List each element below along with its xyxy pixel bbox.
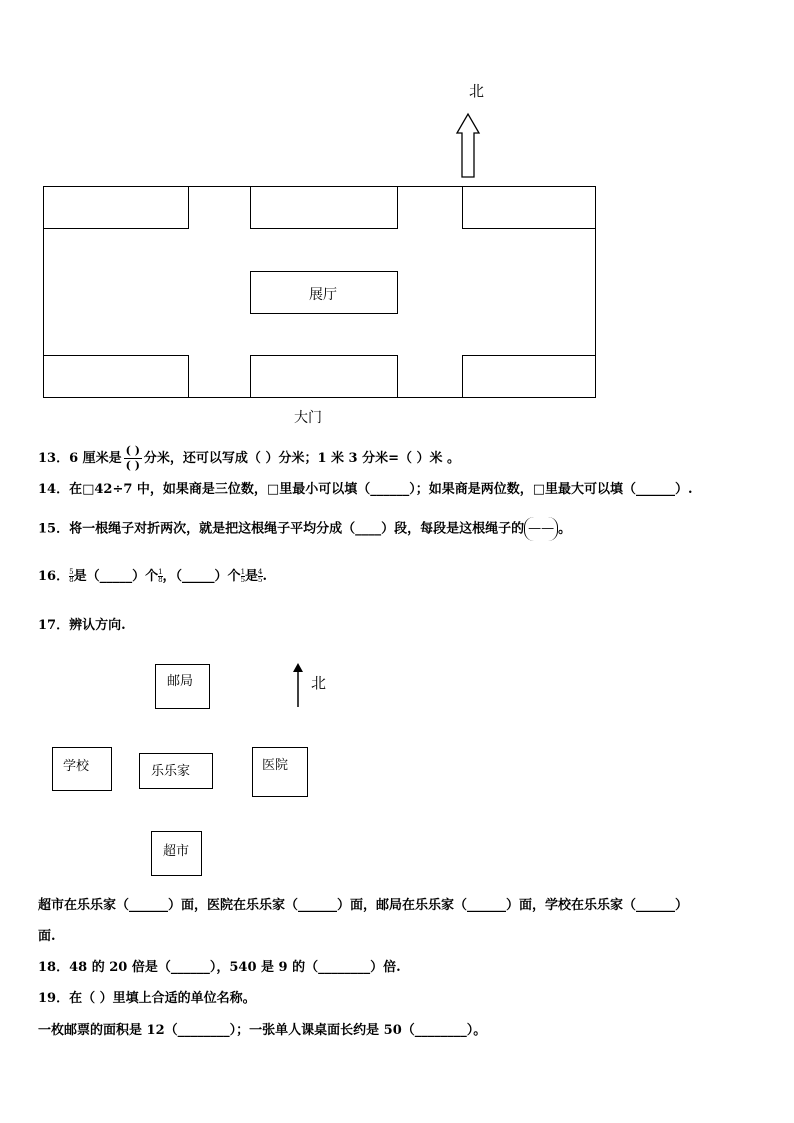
fraction: $\frac{4}{5}$ bbox=[258, 568, 263, 584]
question-text: 超市在乐乐家（______）面，医院在乐乐家（______）面，邮局在乐乐家（______）面，学校在乐乐家（______） bbox=[38, 898, 689, 913]
gate-label: 大门 bbox=[294, 410, 322, 426]
fraction-blank[interactable]: $\frac{( )}{( )}$ bbox=[125, 444, 140, 472]
post-office-label: 邮局 bbox=[167, 674, 194, 689]
question-text: 分米，还可以写成（ ）分米；1 米 3 分米=（ ）米 。 bbox=[143, 451, 461, 466]
question-13 bbox=[38, 444, 460, 473]
supermarket-label: 超市 bbox=[163, 844, 190, 859]
question-text-end: 。 bbox=[558, 521, 572, 537]
room-top-middle bbox=[250, 186, 398, 229]
fraction: $\frac{5}{8}$ bbox=[69, 568, 74, 584]
question-text: 在□42÷7 中，如果商是三位数，□里最小可以填（______）；如果商是两位数，□里最大可以填（______）. bbox=[69, 482, 693, 497]
question-text: 一枚邮票的面积是 12（________）；一张单人课桌面长约是 50（________）。 bbox=[38, 1023, 487, 1038]
question-text: 辨认方向. bbox=[69, 618, 126, 633]
room-top-right bbox=[462, 186, 596, 229]
question-number: 18． bbox=[38, 960, 70, 975]
question-number: 14． bbox=[38, 482, 70, 497]
north-arrow-icon bbox=[455, 112, 481, 178]
question-number: 15． bbox=[38, 521, 70, 537]
hall-label: 展厅 bbox=[309, 287, 337, 303]
home-label: 乐乐家 bbox=[151, 764, 191, 779]
question-text: 48 的 20 倍是（______），540 是 9 的（________）倍. bbox=[69, 960, 401, 975]
question-17-answers bbox=[38, 898, 688, 914]
question-14 bbox=[38, 482, 693, 498]
school-label: 学校 bbox=[63, 759, 90, 774]
question-text: 6 厘米是 bbox=[69, 451, 122, 466]
question-15 bbox=[38, 517, 571, 541]
question-text: 在（ ）里填上合适的单位名称。 bbox=[69, 991, 256, 1006]
question-19 bbox=[38, 991, 256, 1007]
question-text: ，（_____）个 bbox=[162, 569, 241, 584]
question-17 bbox=[38, 618, 126, 634]
hospital-label: 医院 bbox=[262, 758, 289, 773]
question-17-answers-cont bbox=[38, 929, 56, 945]
north-label: 北 bbox=[469, 82, 485, 100]
question-19-line2 bbox=[38, 1023, 486, 1039]
room-bottom-right bbox=[462, 355, 596, 398]
question-text: 将一根绳子对折两次，就是把这根绳子平均分成（____）段，每段是这根绳子的 bbox=[69, 521, 525, 537]
fraction-bracket-blank[interactable]: —— bbox=[524, 517, 558, 541]
question-text: 是 bbox=[245, 569, 259, 584]
question-number: 16． bbox=[38, 569, 70, 584]
fraction: $\frac{1}{8}$ bbox=[158, 568, 163, 584]
room-bottom-middle bbox=[250, 355, 398, 398]
fraction: $\frac{1}{5}$ bbox=[240, 568, 246, 584]
room-top-left bbox=[43, 186, 189, 229]
north-arrow-icon bbox=[291, 662, 305, 708]
north-label: 北 bbox=[311, 674, 327, 692]
question-number: 17． bbox=[38, 618, 70, 633]
question-16 bbox=[38, 569, 267, 585]
question-18 bbox=[38, 960, 401, 976]
question-text: 是（_____）个 bbox=[73, 569, 159, 584]
question-number: 13． bbox=[38, 451, 70, 466]
question-text: . bbox=[262, 569, 268, 584]
question-text: 面. bbox=[38, 929, 56, 944]
question-number: 19． bbox=[38, 991, 70, 1006]
room-bottom-left bbox=[43, 355, 189, 398]
